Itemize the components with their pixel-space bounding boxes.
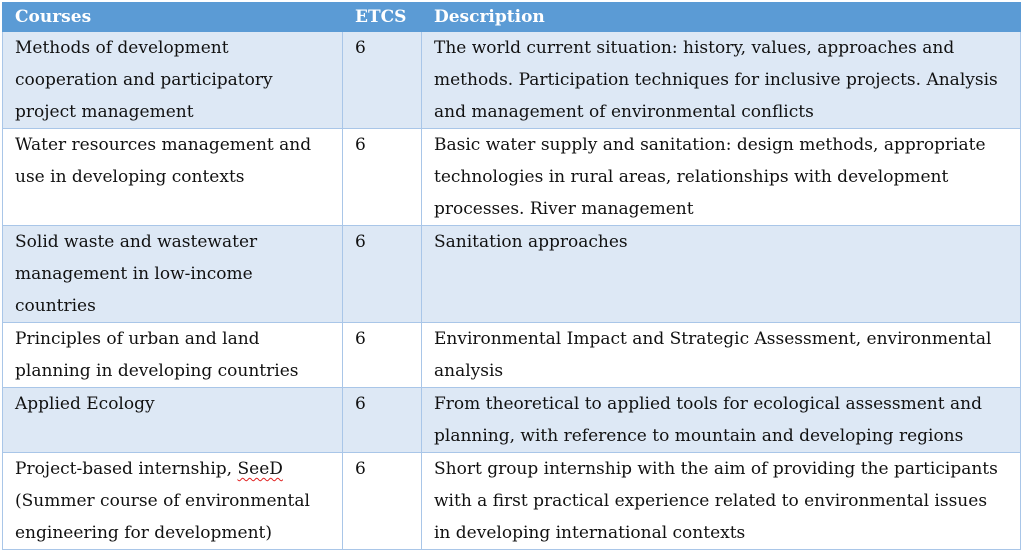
course-text-prefix: Project-based internship, [15,459,238,479]
etcs-cell: 6 [343,388,422,453]
table-row [3,226,1021,323]
header-etcs: ETCS [343,3,422,32]
description-cell: Sanitation approaches [422,226,1021,323]
description-cell: The world current situation: history, values, approaches and methods. Participation techniques for inclusive projects. Analysis and management of environmental conflicts [422,32,1021,129]
etcs-cell: 6 [343,129,422,226]
etcs-cell: 6 [343,226,422,323]
table-row [3,32,1021,129]
description-cell: Environmental Impact and Strategic Assessment, environmental analysis [422,323,1021,388]
table-row [3,323,1021,388]
table-row [3,129,1021,226]
table-row [3,388,1021,453]
table-body [3,32,1021,550]
header-row [3,3,1021,32]
courses-table [2,2,1021,550]
course-cell [3,453,343,550]
course-cell: Applied Ecology [3,388,343,453]
etcs-cell: 6 [343,453,422,550]
course-cell: Water resources management and use in developing contexts [3,129,343,226]
course-cell: Solid waste and wastewater management in low-income countries [3,226,343,323]
table-row [3,453,1021,550]
etcs-cell: 6 [343,32,422,129]
spellcheck-flagged-word[interactable]: SeeD [237,459,283,479]
course-cell: Principles of urban and land planning in developing countries [3,323,343,388]
course-cell: Methods of development cooperation and participatory project management [3,32,343,129]
description-cell: Basic water supply and sanitation: design methods, appropriate technologies in rural areas, relationships with development processes. River management [422,129,1021,226]
header-description: Description [422,3,1021,32]
table-header [3,3,1021,32]
description-cell: Short group internship with the aim of providing the participants with a first practical experience related to environmental issues in developing international contexts [422,453,1021,550]
etcs-cell: 6 [343,323,422,388]
course-text-suffix: (Summer course of environmental engineering for development) [15,491,310,543]
description-cell: From theoretical to applied tools for ecological assessment and planning, with reference to mountain and developing regions [422,388,1021,453]
header-courses: Courses [3,3,343,32]
